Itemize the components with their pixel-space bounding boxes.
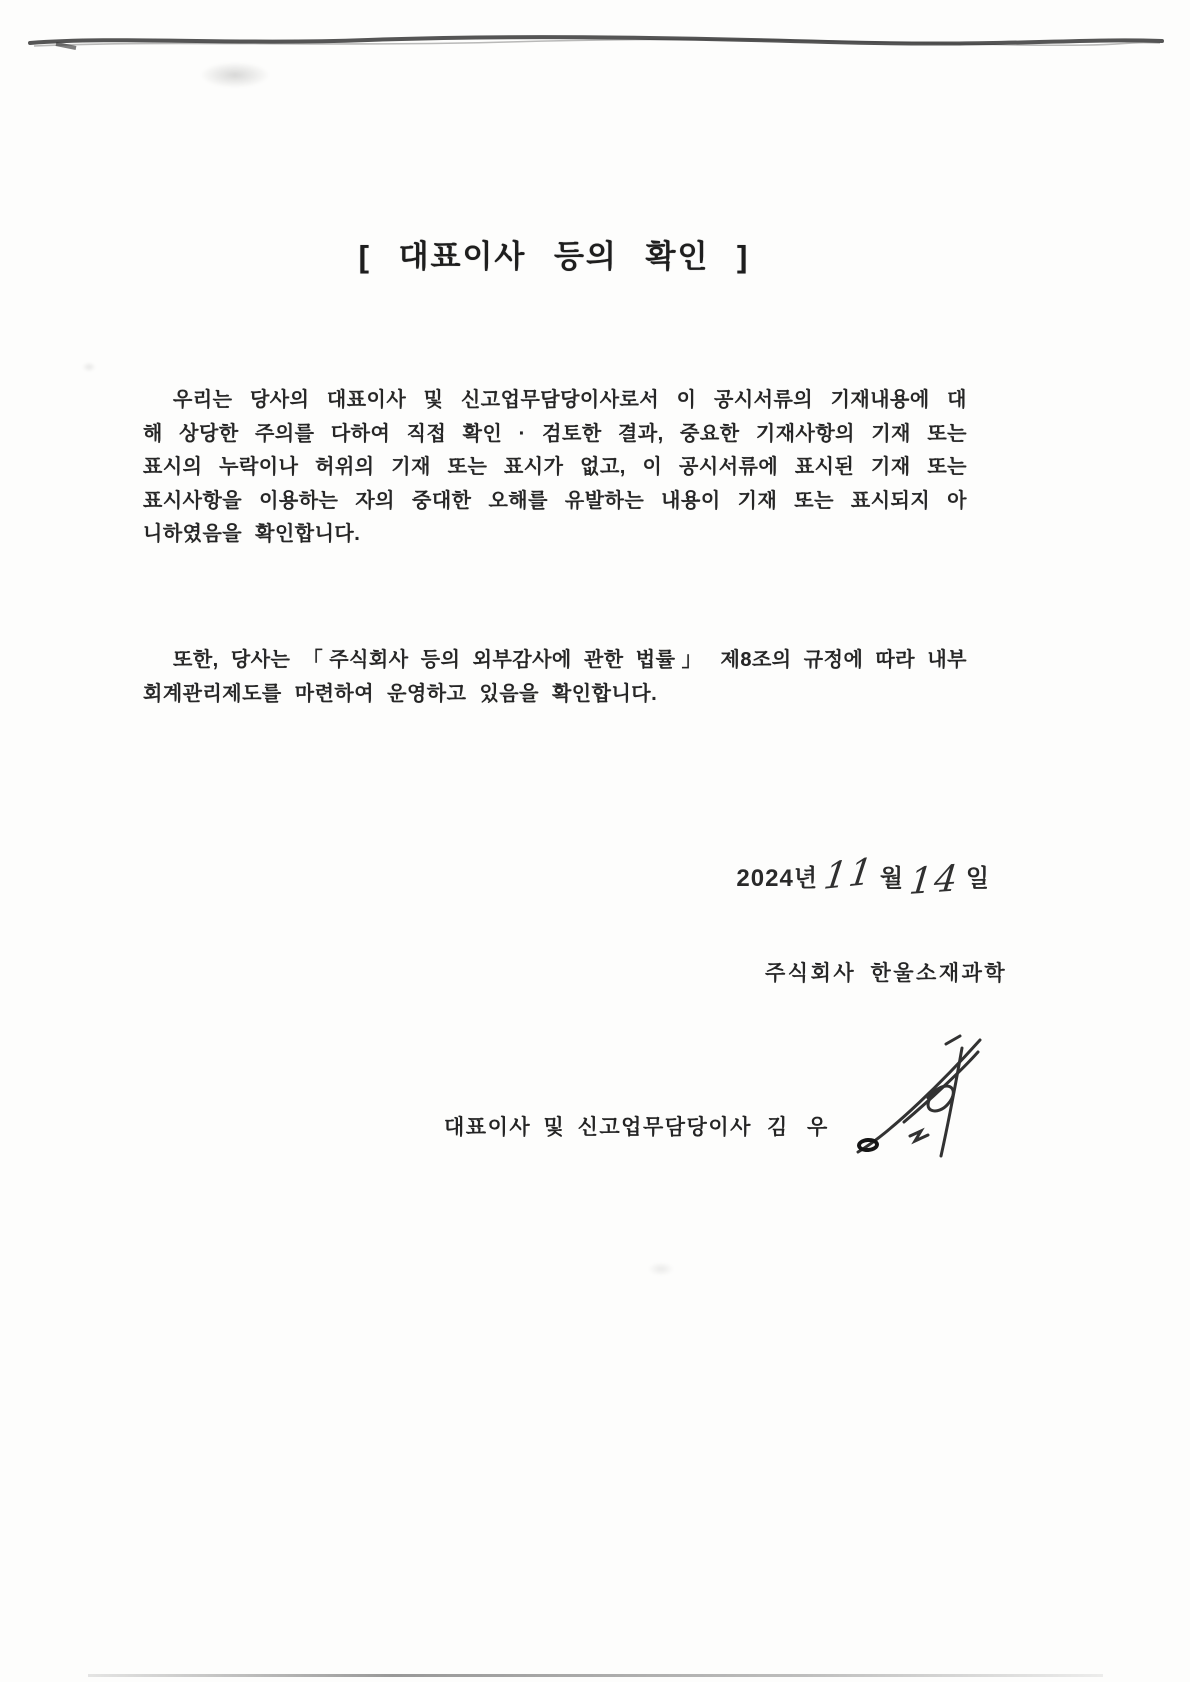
handwritten-day: 14 (907, 858, 962, 903)
paragraph-line: 회계관리제도를 마련하여 운영하고 있음을 확인합니다. (143, 682, 658, 705)
date-line (690, 850, 990, 918)
scan-smudge (200, 62, 270, 88)
paragraph-line: 니하였음을 확인합니다. (143, 523, 361, 546)
handwritten-month: 11 (821, 850, 877, 899)
date-year: 2024년 (736, 865, 818, 892)
date-month-label: 월 (879, 865, 904, 892)
internal-control-paragraph (143, 644, 967, 711)
scan-streak-artifact (28, 32, 1164, 52)
signer-name: 김 (767, 1116, 788, 1139)
page-title: [ 대표이사 등의 확인 ] (358, 239, 750, 274)
signer-name: 우 (807, 1116, 828, 1139)
paragraph-line: 또한, 당사는 「주식회사 등의 외부감사에 관한 법률」 제8조의 규정에 따라 내부 (173, 649, 967, 671)
paragraph-line: 우리는 당사의 대표이사 및 신고업무담당이사로서 이 공시서류의 기재내용에 대 (173, 389, 967, 411)
paragraph-line: 해 상당한 주의를 다하여 직접 확인 · 검토한 결과, 중요한 기재사항의 기재 또는 (143, 422, 967, 445)
company-name: 주식회사 한울소재과학 (765, 962, 1008, 985)
signer-role: 대표이사 및 신고업무담당이사 (444, 1116, 752, 1139)
paragraph-line: 표시사항을 이용하는 자의 중대한 오해를 유발하는 내용이 기재 또는 표시되지 아 (143, 489, 967, 512)
date-day-label: 일 (965, 865, 990, 892)
scan-smudge (648, 1262, 674, 1276)
paragraph-line: 표시의 누락이나 허위의 기재 또는 표시가 없고, 이 공시서류에 표시된 기재 또는 (143, 456, 967, 479)
confirmation-paragraph (143, 384, 967, 552)
scan-edge-artifact (88, 1674, 1103, 1677)
scan-smudge (82, 362, 96, 372)
